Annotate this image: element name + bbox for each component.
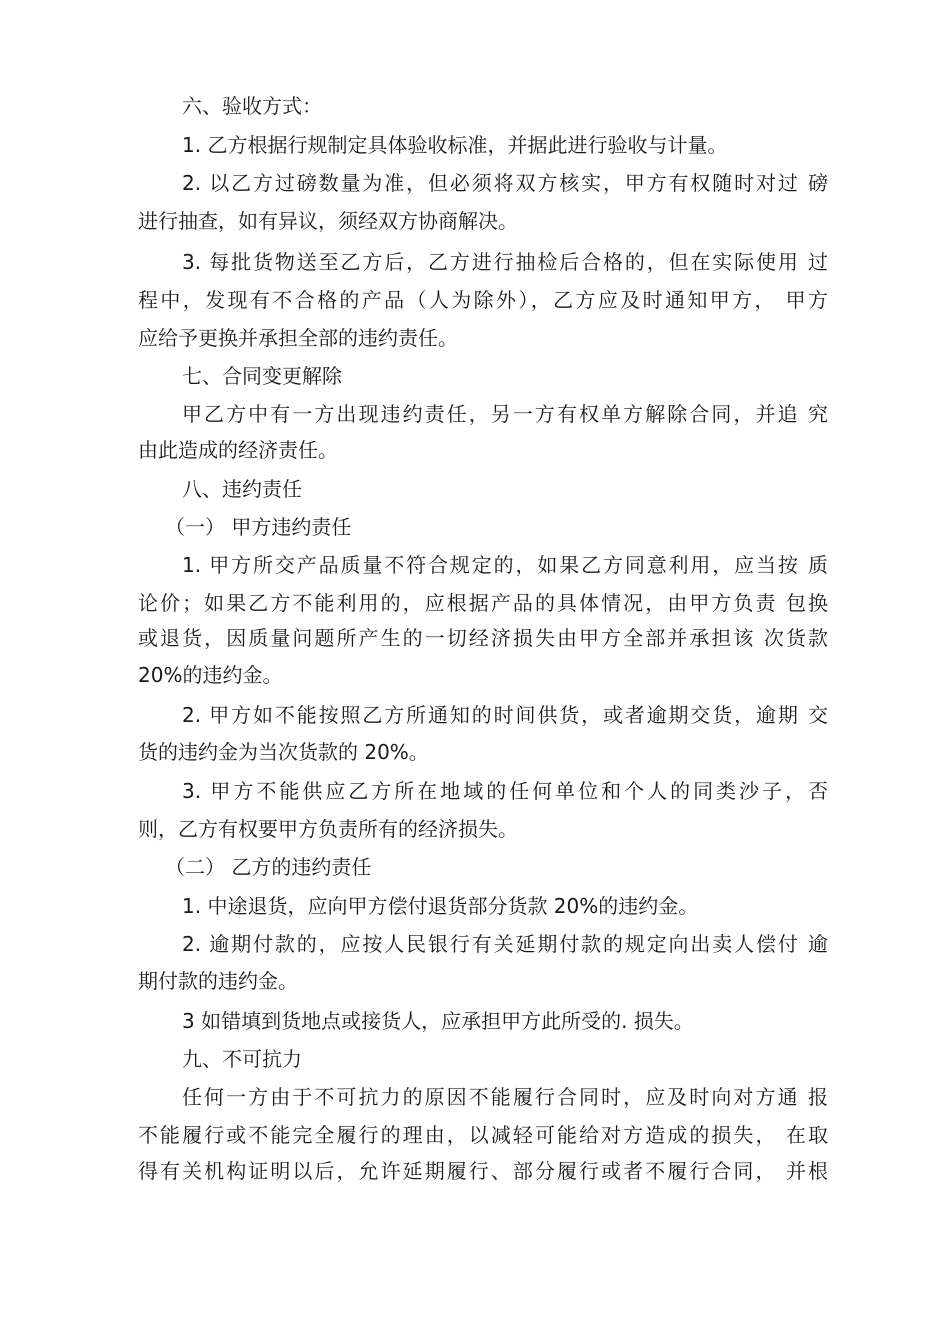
paragraph-line: 期付款的违约金。: [138, 969, 298, 993]
heading-liability: 八、违约责任: [182, 477, 302, 501]
heading-force-majeure: 九、不可抗力: [182, 1047, 302, 1071]
paragraph-line: 货的违约金为当次货款的 20%。: [138, 740, 429, 764]
paragraph-line: 20%的违约金。: [138, 663, 283, 687]
paragraph-line: 3. 每批货物送至乙方后，乙方进行抽检后合格的，但在实际使用 过: [182, 250, 828, 274]
subheading-party-b: （二） 乙方的违约责任: [165, 855, 372, 879]
paragraph-line: 1. 甲方所交产品质量不符合规定的，如果乙方同意利用，应当按 质: [182, 553, 828, 577]
paragraph-line: 甲乙方中有一方出现违约责任，另一方有权单方解除合同，并追 究: [182, 402, 828, 426]
paragraph-line: 程中，发现有不合格的产品（人为除外），乙方应及时通知甲方， 甲方: [138, 288, 828, 312]
paragraph-line: 应给予更换并承担全部的违约责任。: [138, 326, 458, 350]
paragraph-line: 3. 甲方不能供应乙方所在地域的任何单位和个人的同类沙子，否: [182, 779, 828, 803]
paragraph-line: 得有关机构证明以后，允许延期履行、部分履行或者不履行合同， 并根: [138, 1159, 828, 1183]
paragraph-line: 1. 中途退货，应向甲方偿付退货部分货款 20%的违约金。: [182, 894, 699, 918]
paragraph-line: 1. 乙方根据行规制定具体验收标准，并据此进行验收与计量。: [182, 133, 728, 157]
paragraph-line: 任何一方由于不可抗力的原因不能履行合同时，应及时向对方通 报: [182, 1085, 828, 1109]
heading-acceptance: 六、验收方式：: [182, 94, 322, 118]
paragraph-line: 或退货，因质量问题所产生的一切经济损失由甲方全部并承担该 次货款: [138, 626, 828, 650]
paragraph-line: 进行抽查，如有异议，须经双方协商解决。: [138, 209, 518, 233]
paragraph-line: 2. 甲方如不能按照乙方所通知的时间供货，或者逾期交货，逾期 交: [182, 703, 828, 727]
paragraph-line: 则，乙方有权要甲方负责所有的经济损失。: [138, 817, 518, 841]
paragraph-line: 论价；如果乙方不能利用的，应根据产品的具体情况，由甲方负责 包换: [138, 591, 828, 615]
paragraph-line: 不能履行或不能完全履行的理由，以减轻可能给对方造成的损失， 在取: [138, 1123, 828, 1147]
paragraph-line: 2. 以乙方过磅数量为准，但必须将双方核实，甲方有权随时对过 磅: [182, 171, 828, 195]
paragraph-line: 2. 逾期付款的，应按人民银行有关延期付款的规定向出卖人偿付 逾: [182, 932, 828, 956]
heading-contract-change: 七、合同变更解除: [182, 364, 342, 388]
paragraph-line: 由此造成的经济责任。: [138, 438, 338, 462]
paragraph-line: 3 如错填到货地点或接货人，应承担甲方此所受的. 损失。: [182, 1009, 694, 1033]
subheading-party-a: （一） 甲方违约责任: [165, 515, 352, 539]
